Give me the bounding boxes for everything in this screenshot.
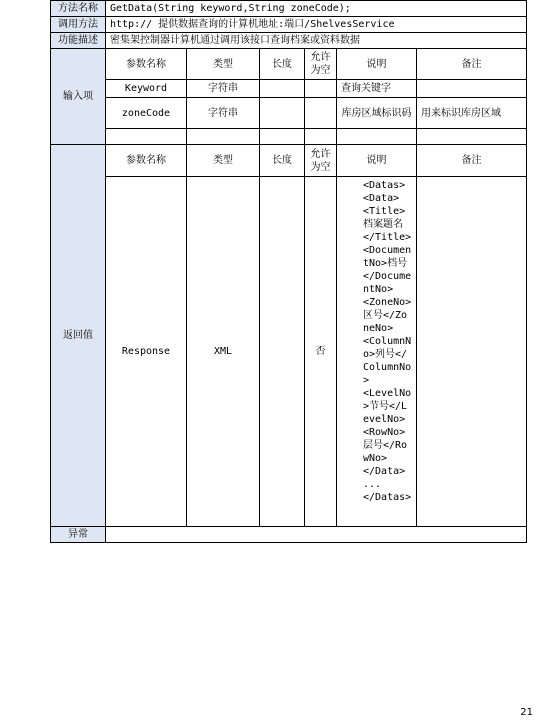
xml-line: <Datas> — [363, 180, 406, 191]
empty-cell — [260, 129, 305, 145]
return-header-row — [51, 145, 527, 177]
input-nullable — [305, 80, 337, 98]
method-name-row — [51, 1, 527, 17]
input-desc: 库房区域标识码 — [337, 98, 417, 129]
description-row — [51, 33, 527, 49]
col-nullable: 允许为空 — [305, 49, 337, 80]
return-name: Response — [106, 177, 187, 527]
col-length: 长度 — [260, 145, 305, 177]
exception-value — [106, 527, 527, 543]
return-nullable: 否 — [305, 177, 337, 527]
input-row — [51, 80, 527, 98]
call-method-value: http:// 提供数据查询的计算机地址:端口/ShelvesService — [106, 17, 527, 33]
input-length — [260, 80, 305, 98]
col-param-name: 参数名称 — [106, 145, 187, 177]
empty-cell — [337, 129, 417, 145]
page-number: 21 — [520, 707, 533, 718]
return-xml-desc — [337, 177, 417, 527]
return-type: XML — [187, 177, 260, 527]
xml-line: </Datas> — [363, 492, 412, 503]
input-desc: 查询关键字 — [337, 80, 417, 98]
input-length — [260, 98, 305, 129]
col-param-name: 参数名称 — [106, 49, 187, 80]
col-length: 长度 — [260, 49, 305, 80]
exception-label: 异常 — [51, 527, 106, 543]
input-note — [417, 80, 527, 98]
xml-line: <DocumentNo>档号</DocumentNo> — [363, 245, 412, 295]
col-nullable: 允许为空 — [305, 145, 337, 177]
return-note — [417, 177, 527, 527]
input-type: 字符串 — [187, 80, 260, 98]
call-method-label: 调用方法 — [51, 17, 106, 33]
empty-cell — [417, 129, 527, 145]
col-note: 备注 — [417, 49, 527, 80]
description-label: 功能描述 — [51, 33, 106, 49]
xml-line: ... — [363, 479, 382, 490]
col-type: 类型 — [187, 49, 260, 80]
exception-row — [51, 527, 527, 543]
input-header-row — [51, 49, 527, 80]
input-type: 字符串 — [187, 98, 260, 129]
empty-cell — [106, 129, 187, 145]
method-name-value: GetData(String keyword,String zoneCode); — [106, 1, 527, 17]
input-name: Keyword — [106, 80, 187, 98]
return-length — [260, 177, 305, 527]
return-label: 返回值 — [51, 145, 106, 527]
input-empty-row — [51, 129, 527, 145]
xml-line: <Data> — [363, 193, 400, 204]
return-row — [51, 177, 527, 527]
input-nullable — [305, 98, 337, 129]
xml-line: <Title>档案题名</Title> — [363, 206, 412, 243]
input-note: 用来标识库房区域 — [417, 98, 527, 129]
xml-line: <ZoneNo>区号</ZoneNo> — [363, 297, 412, 334]
description-value: 密集架控制器计算机通过调用该接口查询档案或资料数据 — [106, 33, 527, 49]
api-spec-table — [50, 0, 527, 543]
call-method-row — [51, 17, 527, 33]
input-row — [51, 98, 527, 129]
empty-cell — [187, 129, 260, 145]
col-desc: 说明 — [337, 145, 417, 177]
xml-line: <RowNo>层号</RowNo> — [363, 427, 408, 464]
col-note: 备注 — [417, 145, 527, 177]
col-desc: 说明 — [337, 49, 417, 80]
xml-line: <LevelNo>节号</LevelNo> — [363, 388, 412, 425]
method-name-label: 方法名称 — [51, 1, 106, 17]
empty-cell — [305, 129, 337, 145]
col-type: 类型 — [187, 145, 260, 177]
xml-line: <ColumnNo>列号</ColumnNo> — [363, 336, 412, 386]
input-name: zoneCode — [106, 98, 187, 129]
input-label: 输入项 — [51, 49, 106, 145]
xml-line: </Data> — [363, 466, 406, 477]
